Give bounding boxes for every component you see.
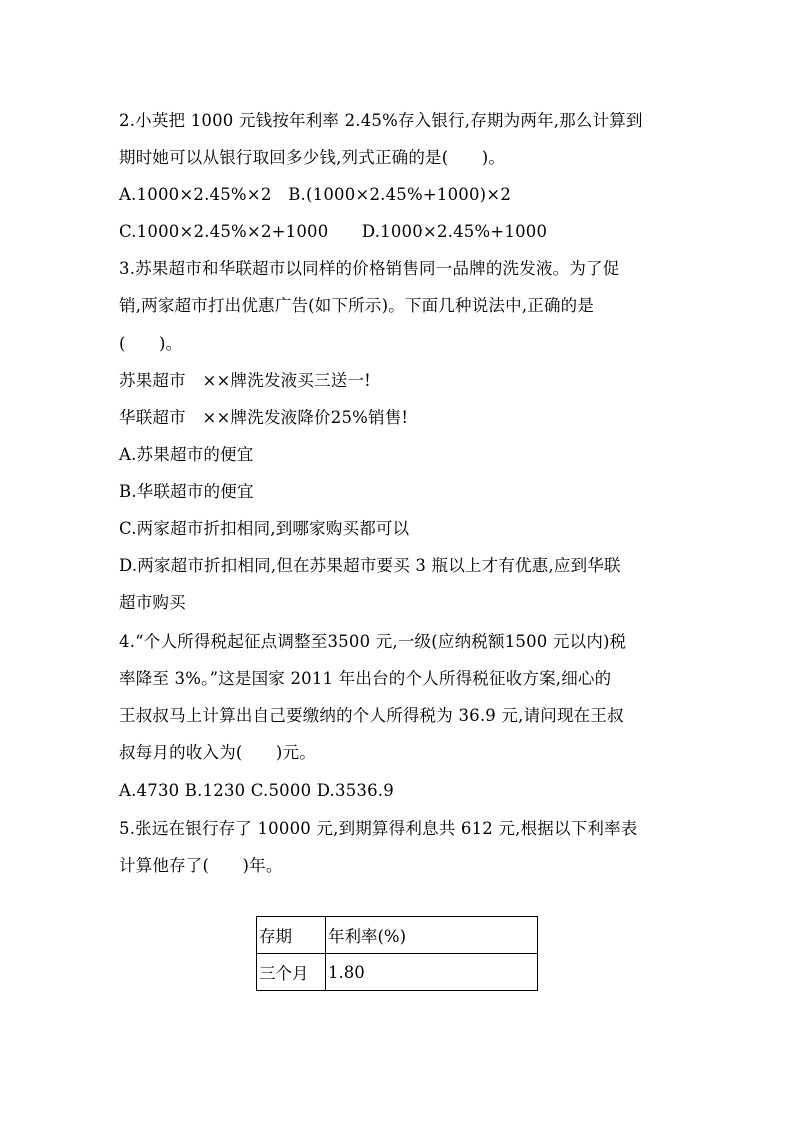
q4-stem-line-1: 4.“个人所得税起征点调整至3500 元,一级(应纳税额1500 元以内)税 (119, 632, 627, 651)
q3-option-d-line-1: D.两家超市折扣相同,但在苏果超市要买 3 瓶以上才有优惠,应到华联 (119, 556, 621, 575)
q3-stem-line-3: ( )。 (119, 334, 183, 353)
table-row (257, 954, 538, 991)
q4-stem-line-4: 叔每月的收入为( )元。 (119, 743, 316, 762)
table-header-term: 存期 (257, 917, 326, 954)
q3-ad-hualian: 华联超市 ××牌洗发液降价25%销售! (119, 408, 409, 427)
q4-options: A.4730 B.1230 C.5000 D.3536.9 (119, 781, 394, 800)
table-cell-rate: 1.80 (326, 954, 538, 991)
q2-stem-line-2: 期时她可以从银行取回多少钱,列式正确的是( )。 (119, 148, 506, 167)
table-header-rate: 年利率(%) (326, 917, 538, 954)
q3-option-d-line-2: 超市购买 (119, 593, 186, 612)
q3-stem-line-1: 3.苏果超市和华联超市以同样的价格销售同一品牌的洗发液。为了促 (119, 259, 620, 278)
q3-ad-suguo: 苏果超市 ××牌洗发液买三送一! (119, 371, 371, 390)
q3-option-b: B.华联超市的便宜 (119, 482, 254, 501)
table-header-row (257, 917, 538, 954)
interest-rate-table (256, 916, 538, 991)
q5-stem-line-1: 5.张远在银行存了 10000 元,到期算得利息共 612 元,根据以下利率表 (119, 819, 638, 838)
q5-stem-line-2: 计算他存了( )年。 (119, 856, 283, 875)
q3-option-c: C.两家超市折扣相同,到哪家购买都可以 (119, 519, 410, 538)
q4-stem-line-2: 率降至 3%。”这是国家 2011 年出台的个人所得税征收方案,细心的 (119, 669, 612, 688)
table-cell-term: 三个月 (257, 954, 326, 991)
q2-options-line-2: C.1000×2.45%×2+1000 D.1000×2.45%+1000 (119, 222, 548, 241)
q2-options-line-1: A.1000×2.45%×2 B.(1000×2.45%+1000)×2 (119, 185, 512, 204)
q4-stem-line-3: 王叔叔马上计算出自己要缴纳的个人所得税为 36.9 元,请问现在王叔 (119, 706, 624, 725)
q3-stem-line-2: 销,两家超市打出优惠广告(如下所示)。下面几种说法中,正确的是 (119, 296, 595, 315)
q3-option-a: A.苏果超市的便宜 (119, 445, 254, 464)
q2-stem-line-1: 2.小英把 1000 元钱按年利率 2.45%存入银行,存期为两年,那么计算到 (119, 111, 643, 130)
